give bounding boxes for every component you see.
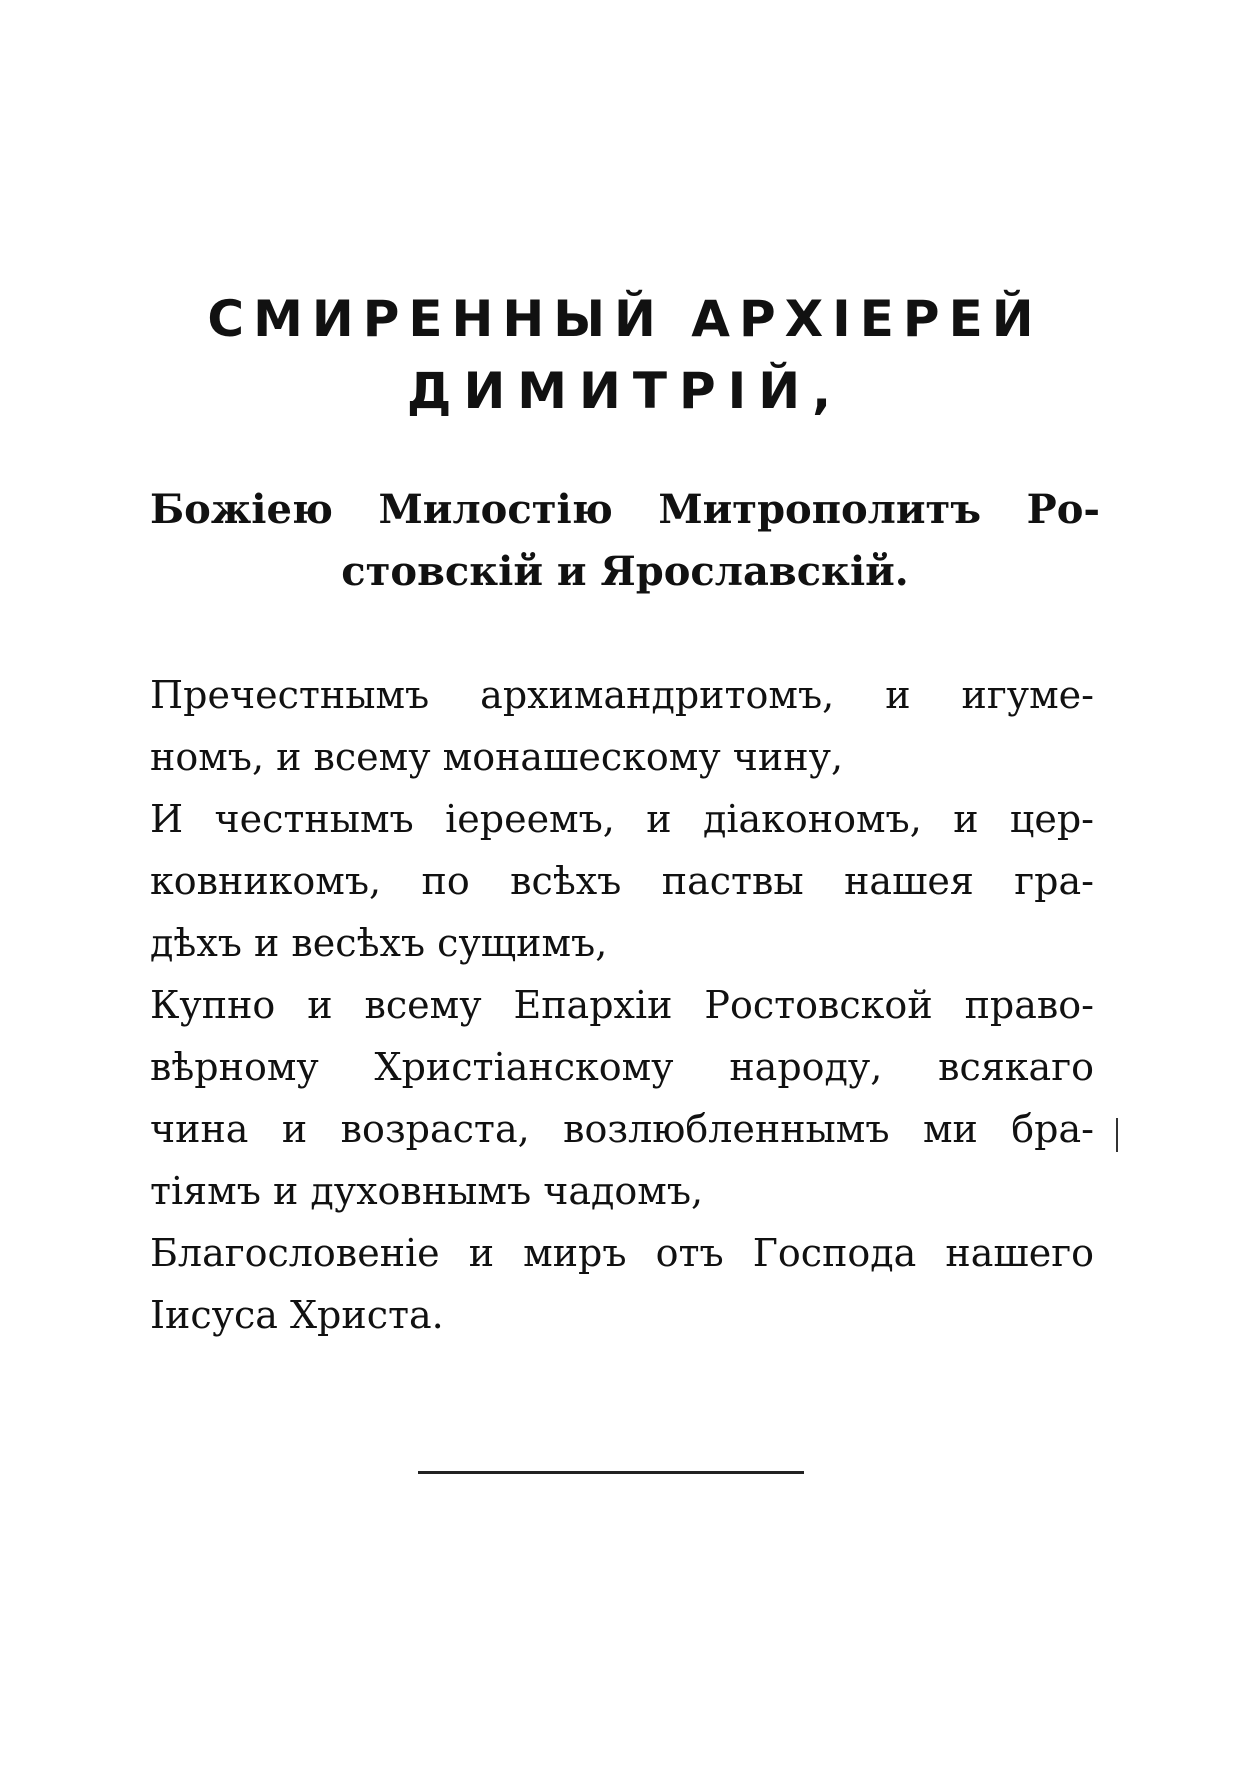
body-line: вѣрному Христіанскому народу, всякаго — [150, 1045, 1094, 1089]
body-line: дѣхъ и весѣхъ сущимъ, — [150, 921, 608, 965]
body-line: И честнымъ іереемъ, и діакономъ, и цер- — [150, 797, 1094, 841]
body-line: Пречестнымъ архимандритомъ, и игуме- — [150, 673, 1094, 717]
horizontal-rule — [418, 1471, 804, 1474]
body-line: Благословеніе и миръ отъ Господа нашего — [150, 1231, 1094, 1275]
body-line: номъ, и всему монашескому чину, — [150, 735, 844, 779]
subheading-line-2: стовскій и Ярославскій. — [341, 548, 909, 595]
margin-mark — [1116, 1118, 1118, 1152]
heading-line-1: СМИРЕННЫЙ АРХІЕРЕЙ — [207, 290, 1043, 348]
body-line: Купно и всему Епархіи Ростовской право- — [150, 983, 1094, 1027]
body-line: чина и возраста, возлюбленнымъ ми бра- — [150, 1107, 1094, 1151]
subheading-line-1: Божіею Милостію Митрополитъ Ро- — [150, 486, 1100, 533]
body-line: ковникомъ, по всѣхъ паствы нашея гра- — [150, 859, 1094, 903]
body-line: Іисуса Христа. — [150, 1293, 444, 1337]
body-line: тіямъ и духовнымъ чадомъ, — [150, 1169, 704, 1213]
heading-line-2: ДИМИТРІЙ, — [406, 362, 844, 420]
